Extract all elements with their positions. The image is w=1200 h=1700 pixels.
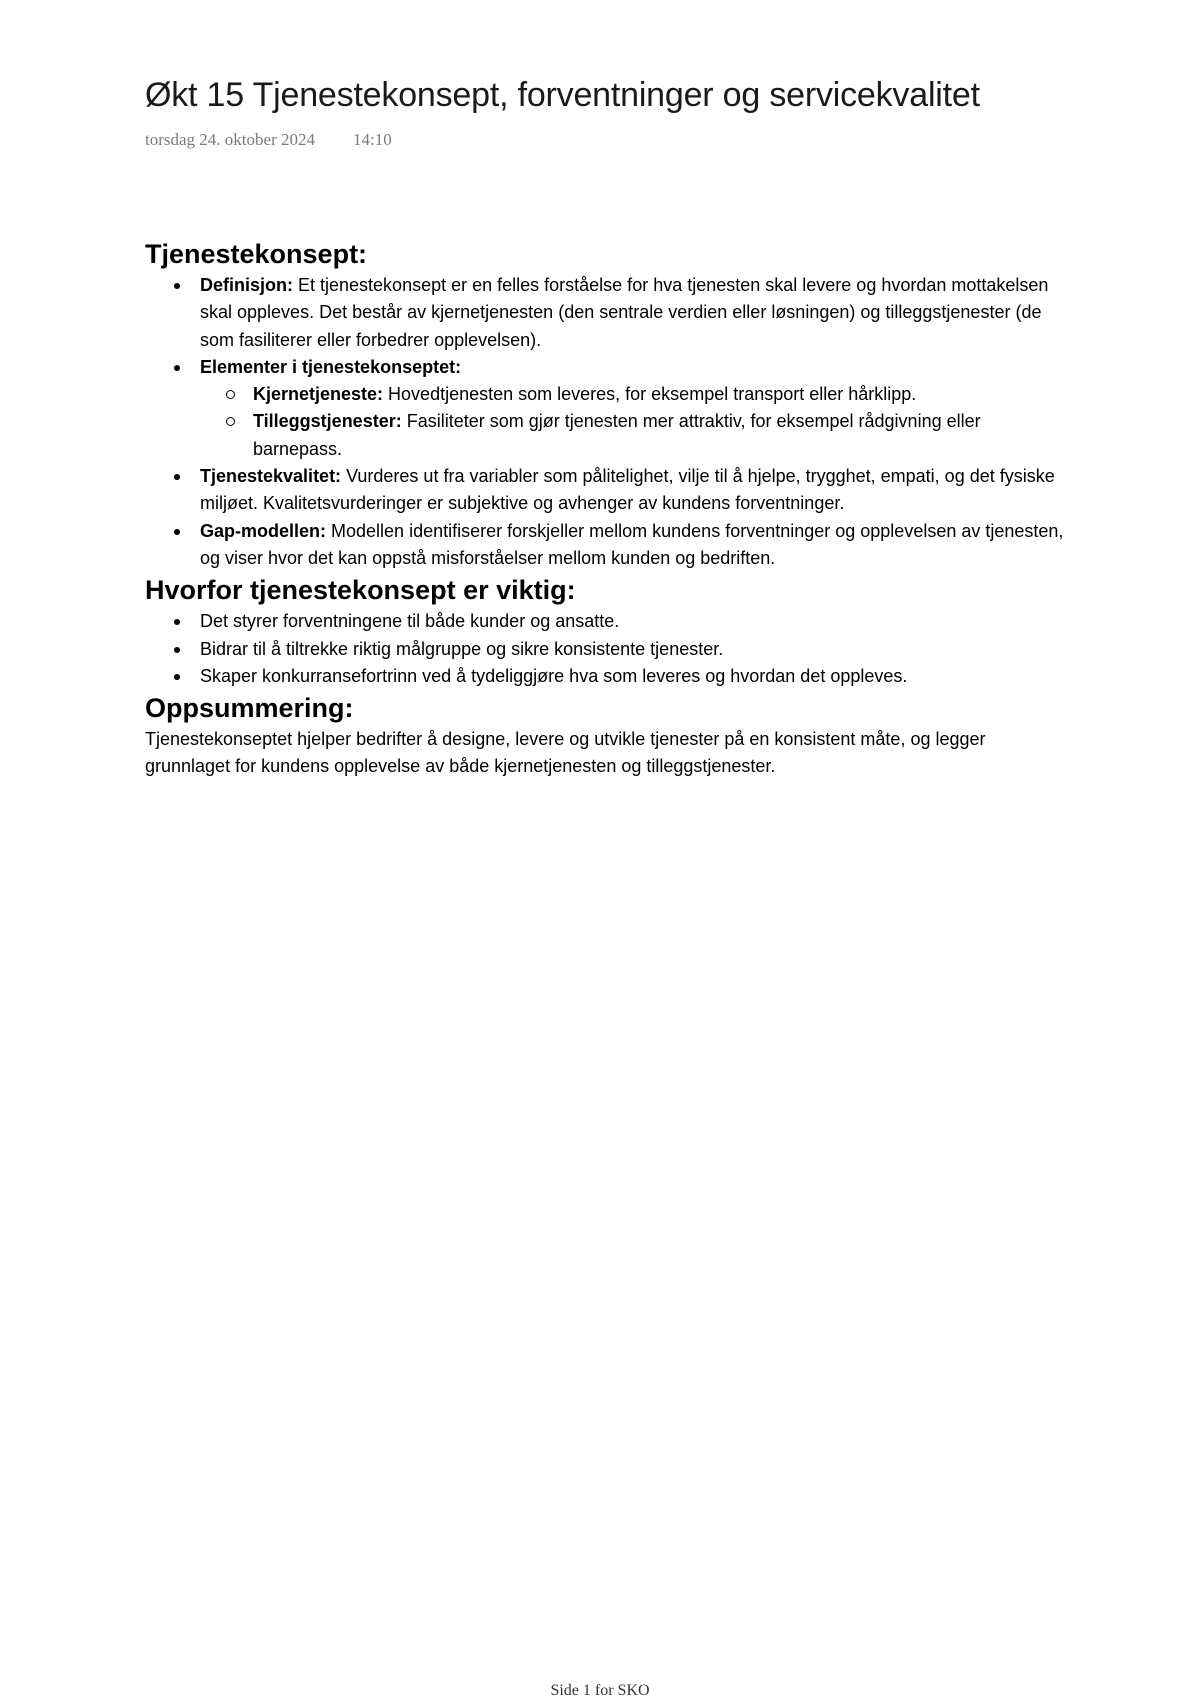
list-item: Bidrar til å tiltrekke riktig målgruppe og sikre konsistente tjenester.	[145, 636, 1065, 663]
page-title: Økt 15 Tjenestekonsept, forventninger og servicekvalitet	[145, 76, 980, 114]
page-time: 14:10	[352, 130, 392, 149]
section-heading-oppsummering: Oppsummering:	[145, 693, 354, 724]
list-item-gap-modellen	[145, 518, 1065, 573]
section-heading-tjenestekonsept: Tjenestekonsept:	[145, 239, 368, 269]
list-item-tjenestekvalitet	[145, 463, 1065, 518]
sublist-item-tilleggstjenester	[145, 408, 1065, 463]
item-text: Modellen identifiserer forskjeller mellom kundens forventninger og opplevelsen av tjenesten, og viser hvor det kan oppstå misforståelser mellom kunden og bedriften.	[200, 520, 1064, 568]
tjenestekonsept-list	[145, 272, 1065, 572]
item-text: Vurderes ut fra variabler som pålitelighet, vilje til å hjelpe, trygghet, empati, og det fysiske miljøet. Kvalitetsvurderinger er subjektive og avhenger av kundens forventninger.	[200, 466, 1055, 514]
page-meta	[145, 130, 392, 150]
document-body	[145, 236, 1065, 781]
list-item: Det styrer forventningene til både kunder og ansatte.	[145, 608, 1065, 635]
elementer-sublist	[145, 381, 1065, 463]
section-heading-hvorfor: Hvorfor tjenestekonsept er viktig:	[145, 575, 576, 606]
page-date: torsdag 24. oktober 2024	[145, 130, 315, 149]
list-item-definisjon	[145, 272, 1065, 354]
item-text: Fasiliteter som gjør tjenesten mer attraktiv, for eksempel rådgivning eller barnepass.	[253, 411, 981, 459]
item-label: Kjernetjeneste:	[253, 384, 384, 405]
item-label: Tilleggstjenester:	[253, 411, 402, 432]
item-label: Definisjon:	[200, 275, 293, 295]
page-footer: Side 1 for SKO	[550, 1682, 650, 1699]
hvorfor-list	[145, 608, 1065, 690]
oppsummering-text: Tjenestekonseptet hjelper bedrifter å designe, levere og utvikle tjenester på en konsistent måte, og legger grunnlaget for kundens opplevelse av både kjernetjenesten og tilleggstjenester.	[145, 729, 986, 777]
item-text: Hovedtjenesten som leveres, for eksempel transport eller hårklipp.	[383, 384, 917, 405]
item-label: Elementer i tjenestekonseptet:	[200, 356, 462, 377]
list-item-elementer	[145, 354, 1065, 463]
sublist-item-kjernetjeneste	[145, 381, 1065, 408]
item-label: Tjenestekvalitet:	[200, 466, 342, 487]
list-item: Skaper konkurransefortrinn ved å tydeliggjøre hva som leveres og hvordan det oppleves.	[145, 663, 1065, 690]
item-label: Gap-modellen:	[200, 520, 327, 541]
item-text: Et tjenestekonsept er en felles forståelse for hva tjenesten skal levere og hvordan mottakelsen skal oppleves. Det består av kjernetjenesten (den sentrale verdien eller løsningen) og tilleggstjenester (de som fasiliterer eller forbedrer opplevelsen).	[200, 275, 1049, 350]
